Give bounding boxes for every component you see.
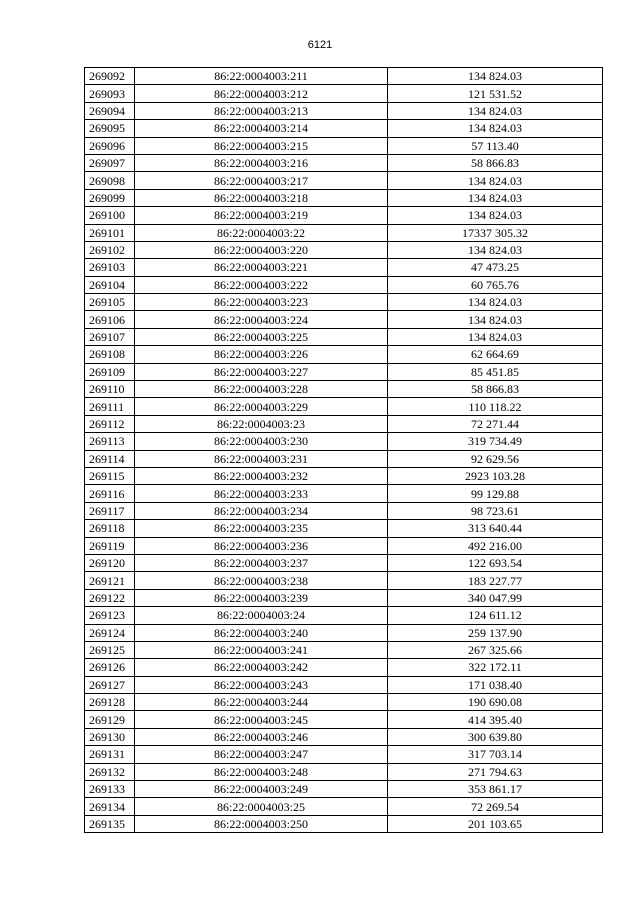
row-number-cell: 269127 [85, 676, 135, 693]
cadastral-value-cell: 134 824.03 [388, 120, 603, 137]
row-number-cell: 269129 [85, 711, 135, 728]
cadastral-value-cell: 313 640.44 [388, 520, 603, 537]
row-number-cell: 269134 [85, 798, 135, 815]
cadastral-number-cell: 86:22:0004003:237 [135, 554, 388, 571]
table-row [85, 815, 603, 832]
row-number-cell: 269107 [85, 328, 135, 345]
cadastral-value-cell: 319 734.49 [388, 433, 603, 450]
cadastral-number-cell: 86:22:0004003:225 [135, 328, 388, 345]
cadastral-value-cell: 317 703.14 [388, 746, 603, 763]
row-number-cell: 269133 [85, 781, 135, 798]
cadastral-value-cell: 85 451.85 [388, 363, 603, 380]
table-row [85, 450, 603, 467]
cadastral-value-cell: 183 227.77 [388, 572, 603, 589]
table-row [85, 189, 603, 206]
cadastral-number-cell: 86:22:0004003:222 [135, 276, 388, 293]
table-row [85, 798, 603, 815]
cadastral-value-cell: 92 629.56 [388, 450, 603, 467]
cadastral-number-cell: 86:22:0004003:243 [135, 676, 388, 693]
table-row [85, 728, 603, 745]
table-row [85, 154, 603, 171]
row-number-cell: 269098 [85, 172, 135, 189]
cadastral-value-cell: 122 693.54 [388, 554, 603, 571]
cadastral-value-cell: 171 038.40 [388, 676, 603, 693]
row-number-cell: 269117 [85, 502, 135, 519]
row-number-cell: 269115 [85, 467, 135, 484]
cadastral-number-cell: 86:22:0004003:223 [135, 294, 388, 311]
cadastral-value-cell: 134 824.03 [388, 311, 603, 328]
cadastral-number-cell: 86:22:0004003:211 [135, 68, 388, 85]
row-number-cell: 269119 [85, 537, 135, 554]
cadastral-value-cell: 134 824.03 [388, 328, 603, 345]
table-row [85, 659, 603, 676]
cadastral-value-cell: 353 861.17 [388, 781, 603, 798]
row-number-cell: 269124 [85, 624, 135, 641]
table-row [85, 207, 603, 224]
cadastral-value-cell: 58 866.83 [388, 381, 603, 398]
cadastral-value-cell: 267 325.66 [388, 641, 603, 658]
cadastral-number-cell: 86:22:0004003:221 [135, 259, 388, 276]
table-row [85, 589, 603, 606]
table-row [85, 641, 603, 658]
cadastral-value-cell: 17337 305.32 [388, 224, 603, 241]
table-row [85, 381, 603, 398]
cadastral-value-cell: 190 690.08 [388, 694, 603, 711]
cadastral-value-cell: 134 824.03 [388, 294, 603, 311]
row-number-cell: 269125 [85, 641, 135, 658]
row-number-cell: 269100 [85, 207, 135, 224]
table-row [85, 520, 603, 537]
cadastral-number-cell: 86:22:0004003:229 [135, 398, 388, 415]
table-row [85, 68, 603, 85]
row-number-cell: 269132 [85, 763, 135, 780]
cadastral-number-cell: 86:22:0004003:245 [135, 711, 388, 728]
cadastral-value-cell: 134 824.03 [388, 207, 603, 224]
table-row [85, 85, 603, 102]
cadastral-number-cell: 86:22:0004003:239 [135, 589, 388, 606]
table-row [85, 502, 603, 519]
cadastral-value-cell: 98 723.61 [388, 502, 603, 519]
cadastral-number-cell: 86:22:0004003:238 [135, 572, 388, 589]
table-row [85, 485, 603, 502]
table-row [85, 294, 603, 311]
cadastral-value-cell: 99 129.88 [388, 485, 603, 502]
cadastral-value-cell: 60 765.76 [388, 276, 603, 293]
row-number-cell: 269135 [85, 815, 135, 832]
cadastral-value-cell: 134 824.03 [388, 102, 603, 119]
table-row [85, 120, 603, 137]
cadastral-number-cell: 86:22:0004003:22 [135, 224, 388, 241]
row-number-cell: 269104 [85, 276, 135, 293]
cadastral-number-cell: 86:22:0004003:24 [135, 607, 388, 624]
row-number-cell: 269120 [85, 554, 135, 571]
row-number-cell: 269118 [85, 520, 135, 537]
table-row [85, 276, 603, 293]
row-number-cell: 269106 [85, 311, 135, 328]
table-row [85, 398, 603, 415]
cadastral-value-cell: 2923 103.28 [388, 467, 603, 484]
cadastral-number-cell: 86:22:0004003:246 [135, 728, 388, 745]
row-number-cell: 269116 [85, 485, 135, 502]
table-row [85, 224, 603, 241]
cadastral-value-cell: 72 271.44 [388, 415, 603, 432]
table-row [85, 554, 603, 571]
table-row [85, 694, 603, 711]
row-number-cell: 269113 [85, 433, 135, 450]
cadastral-number-cell: 86:22:0004003:213 [135, 102, 388, 119]
cadastral-number-cell: 86:22:0004003:233 [135, 485, 388, 502]
cadastral-number-cell: 86:22:0004003:232 [135, 467, 388, 484]
table-row [85, 415, 603, 432]
table-row [85, 241, 603, 258]
table-row [85, 433, 603, 450]
row-number-cell: 269093 [85, 85, 135, 102]
cadastral-value-cell: 121 531.52 [388, 85, 603, 102]
row-number-cell: 269097 [85, 154, 135, 171]
row-number-cell: 269122 [85, 589, 135, 606]
table-row [85, 624, 603, 641]
cadastral-value-cell: 58 866.83 [388, 154, 603, 171]
table-row [85, 137, 603, 154]
cadastral-number-cell: 86:22:0004003:236 [135, 537, 388, 554]
cadastral-value-cell: 134 824.03 [388, 172, 603, 189]
cadastral-value-cell: 134 824.03 [388, 189, 603, 206]
cadastral-value-cell: 414 395.40 [388, 711, 603, 728]
cadastral-value-cell: 134 824.03 [388, 241, 603, 258]
cadastral-number-cell: 86:22:0004003:226 [135, 346, 388, 363]
cadastral-value-cell: 62 664.69 [388, 346, 603, 363]
cadastral-number-cell: 86:22:0004003:240 [135, 624, 388, 641]
row-number-cell: 269126 [85, 659, 135, 676]
row-number-cell: 269108 [85, 346, 135, 363]
row-number-cell: 269102 [85, 241, 135, 258]
cadastral-number-cell: 86:22:0004003:248 [135, 763, 388, 780]
row-number-cell: 269094 [85, 102, 135, 119]
table-row [85, 676, 603, 693]
cadastral-value-cell: 271 794.63 [388, 763, 603, 780]
cadastral-value-cell: 72 269.54 [388, 798, 603, 815]
row-number-cell: 269101 [85, 224, 135, 241]
row-number-cell: 269099 [85, 189, 135, 206]
table-row [85, 363, 603, 380]
cadastral-number-cell: 86:22:0004003:224 [135, 311, 388, 328]
row-number-cell: 269095 [85, 120, 135, 137]
cadastral-number-cell: 86:22:0004003:231 [135, 450, 388, 467]
table-body [85, 68, 603, 833]
row-number-cell: 269109 [85, 363, 135, 380]
row-number-cell: 269092 [85, 68, 135, 85]
row-number-cell: 269103 [85, 259, 135, 276]
row-number-cell: 269121 [85, 572, 135, 589]
table-row [85, 607, 603, 624]
page-number: 6121 [307, 39, 333, 51]
table-row [85, 572, 603, 589]
cadastral-number-cell: 86:22:0004003:217 [135, 172, 388, 189]
row-number-cell: 269111 [85, 398, 135, 415]
table-row [85, 537, 603, 554]
cadastral-number-cell: 86:22:0004003:235 [135, 520, 388, 537]
cadastral-number-cell: 86:22:0004003:212 [135, 85, 388, 102]
cadastral-number-cell: 86:22:0004003:219 [135, 207, 388, 224]
table-row [85, 172, 603, 189]
table-row [85, 346, 603, 363]
table-row [85, 102, 603, 119]
row-number-cell: 269128 [85, 694, 135, 711]
table-row [85, 311, 603, 328]
table-row [85, 467, 603, 484]
table-row [85, 711, 603, 728]
cadastral-value-cell: 57 113.40 [388, 137, 603, 154]
row-number-cell: 269105 [85, 294, 135, 311]
cadastral-number-cell: 86:22:0004003:247 [135, 746, 388, 763]
cadastral-number-cell: 86:22:0004003:25 [135, 798, 388, 815]
table-row [85, 763, 603, 780]
cadastral-value-cell: 134 824.03 [388, 68, 603, 85]
cadastral-value-cell: 340 047.99 [388, 589, 603, 606]
cadastral-number-cell: 86:22:0004003:250 [135, 815, 388, 832]
cadastral-number-cell: 86:22:0004003:228 [135, 381, 388, 398]
cadastral-number-cell: 86:22:0004003:214 [135, 120, 388, 137]
cadastral-value-cell: 492 216.00 [388, 537, 603, 554]
table-row [85, 259, 603, 276]
cadastral-value-cell: 110 118.22 [388, 398, 603, 415]
cadastral-value-table [84, 67, 603, 833]
cadastral-number-cell: 86:22:0004003:234 [135, 502, 388, 519]
row-number-cell: 269130 [85, 728, 135, 745]
row-number-cell: 269131 [85, 746, 135, 763]
cadastral-number-cell: 86:22:0004003:23 [135, 415, 388, 432]
cadastral-number-cell: 86:22:0004003:220 [135, 241, 388, 258]
cadastral-number-cell: 86:22:0004003:249 [135, 781, 388, 798]
table-row [85, 781, 603, 798]
row-number-cell: 269096 [85, 137, 135, 154]
cadastral-value-cell: 300 639.80 [388, 728, 603, 745]
cadastral-value-cell: 201 103.65 [388, 815, 603, 832]
cadastral-value-cell: 47 473.25 [388, 259, 603, 276]
cadastral-value-cell: 124 611.12 [388, 607, 603, 624]
cadastral-number-cell: 86:22:0004003:230 [135, 433, 388, 450]
cadastral-value-cell: 259 137.90 [388, 624, 603, 641]
cadastral-number-cell: 86:22:0004003:244 [135, 694, 388, 711]
row-number-cell: 269110 [85, 381, 135, 398]
row-number-cell: 269112 [85, 415, 135, 432]
cadastral-number-cell: 86:22:0004003:215 [135, 137, 388, 154]
row-number-cell: 269114 [85, 450, 135, 467]
cadastral-value-cell: 322 172.11 [388, 659, 603, 676]
cadastral-number-cell: 86:22:0004003:241 [135, 641, 388, 658]
table-row [85, 328, 603, 345]
cadastral-number-cell: 86:22:0004003:242 [135, 659, 388, 676]
row-number-cell: 269123 [85, 607, 135, 624]
cadastral-number-cell: 86:22:0004003:216 [135, 154, 388, 171]
table-row [85, 746, 603, 763]
cadastral-number-cell: 86:22:0004003:218 [135, 189, 388, 206]
cadastral-number-cell: 86:22:0004003:227 [135, 363, 388, 380]
